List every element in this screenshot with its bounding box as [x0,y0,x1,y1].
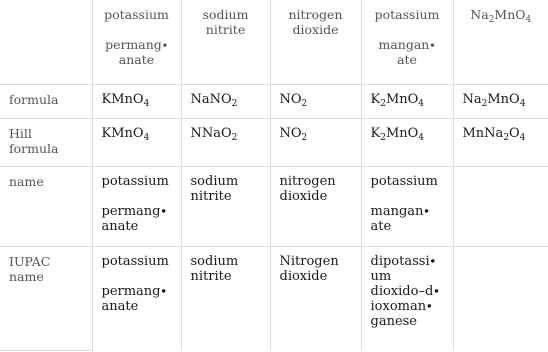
row-label-formula [0,84,92,118]
header-text: nitrogen [288,7,343,22]
column-header-potassium-manganate [361,0,453,84]
table-cell [361,84,453,118]
header-text: ate [397,52,417,67]
table-cell [92,84,181,118]
formula-text: K [370,125,381,141]
formula-subscript: 2 [301,132,308,143]
row-label-text: IUPAC [9,253,51,269]
row-label-text: formula [9,91,59,107]
table-cell [181,246,270,350]
formula-subscript: 2 [380,132,386,143]
table-cell [181,84,270,118]
row-label-text: name [9,268,44,284]
table-cell [92,246,181,350]
table-cell [181,118,270,166]
corner-cell [0,0,92,84]
formula-subscript: 4 [143,132,150,143]
row-label-name [0,166,92,246]
table-cell [270,166,361,246]
formula-text: O [509,125,520,141]
formula-text: NO [279,125,302,141]
cell-text: anate [101,218,139,234]
formula-text: Na [470,7,489,22]
formula-subscript: 4 [519,98,526,109]
column-header-sodium-nitrite [181,0,270,84]
header-text: nitrite [205,22,246,37]
table-cell [361,118,453,166]
formula-text: MnO [494,7,526,22]
formula-subscript: 2 [380,98,386,109]
formula-subscript: 4 [525,15,532,25]
cell-text: dioxido–d∙ [370,283,440,299]
row-label-text: name [9,173,44,189]
formula-text: K [370,91,381,107]
cell-text: dioxide [279,268,328,284]
cell-text: nitrogen [279,173,336,189]
column-header-na2mno4 [453,0,548,84]
formula-text: NNaO [190,125,232,141]
formula-text: NaNO [190,91,232,107]
header-text: potassium [104,7,169,22]
table-cell [92,118,181,166]
formula-subscript: 4 [418,98,425,109]
cell-text: mangan∙ [370,203,430,219]
cell-text: ganese [370,313,418,329]
cell-text: permang∙ [101,283,167,299]
formula-subscript: 2 [503,132,510,143]
table-cell [92,166,181,246]
table-row-hill-formula [0,118,548,166]
header-text: mangan∙ [378,37,436,52]
header-row [0,0,548,84]
formula-text: KMnO [101,125,144,141]
column-header-potassium-permanganate [92,0,181,84]
table-cell [361,246,453,350]
cell-text: Nitrogen [279,253,339,269]
formula-text: MnO [385,125,419,141]
cell-text: permang∙ [101,203,167,219]
formula-text: Na [462,91,482,107]
table-cell [453,118,548,166]
cell-text: potassium [370,173,438,189]
header-text: anate [118,52,155,67]
formula-text: MnO [487,91,520,107]
cell-text: potassium [101,173,169,189]
table-cell-empty [453,166,548,246]
row-label-text: Hill [9,125,32,141]
cell-text: anate [101,298,139,314]
row-label-hill-formula [0,118,92,166]
cell-text: potassium [101,253,169,269]
cell-text: ate [370,218,392,234]
formula-subscript: 2 [301,98,308,109]
table-cell [270,246,361,350]
cell-text: nitrite [190,268,232,284]
cell-text: nitrite [190,188,232,204]
formula-subscript: 4 [519,132,526,143]
table-cell-empty [453,246,548,350]
formula-subscript: 4 [418,132,425,143]
table-cell [361,166,453,246]
formula-subscript: 2 [231,132,238,143]
cell-text: sodium [190,173,239,189]
table-cell [270,118,361,166]
table-row-name [0,166,548,246]
cell-text: um [370,268,392,284]
table-cell [270,84,361,118]
header-text: sodium [202,7,249,22]
formula-subscript: 2 [231,98,238,109]
formula-subscript: 2 [488,15,495,25]
table-cell [181,166,270,246]
formula-text: NO [279,91,302,107]
formula-subscript: 2 [481,98,488,109]
header-text: permang∙ [105,37,168,52]
row-label-text: formula [9,140,59,156]
row-label-iupac-name [0,246,92,350]
formula-subscript: 4 [143,98,150,109]
cell-text: dioxide [279,188,328,204]
formula-text: MnNa [462,125,504,141]
cell-text: ioxoman∙ [370,298,433,314]
column-header-nitrogen-dioxide [270,0,361,84]
formula-text: KMnO [101,91,144,107]
table-row-formula [0,84,548,118]
header-text: dioxide [292,22,339,37]
formula-text: MnO [385,91,419,107]
cell-text: sodium [190,253,239,269]
cell-text: dipotassi∙ [370,253,436,269]
header-text: potassium [374,7,440,22]
table-cell [453,84,548,118]
table-row-iupac-name [0,246,548,350]
